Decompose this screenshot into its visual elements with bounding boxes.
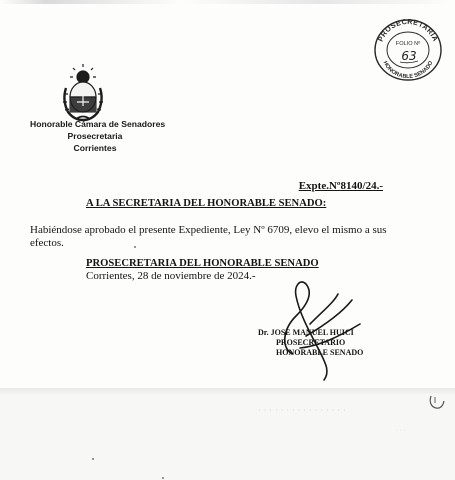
- signer-name: Dr. JOSE MANUEL HUICI: [258, 328, 354, 337]
- page-curl-icon: [428, 394, 446, 410]
- signer-title: PROSECRETARIO: [276, 338, 346, 347]
- org-name: Honorable Cámara de Senadores: [30, 119, 166, 129]
- next-page-area: [0, 394, 455, 480]
- scan-speck: [92, 458, 94, 460]
- file-reference: Expte.Nº8140/24.-: [298, 180, 383, 192]
- org-office: Prosecretaria: [67, 131, 123, 141]
- stamp-bottom-text: HONORABLE SENADO: [381, 60, 435, 81]
- stamp-top-text: PROSECRETARIA: [375, 16, 441, 43]
- date-line: Corrientes, 28 de noviembre de 2024.-: [86, 270, 256, 282]
- organization-header: [30, 118, 166, 154]
- body-paragraph: Habiéndose aprobado el presente Expediente, Ley Nº 6709, elevo el mismo a sus efectos.: [30, 224, 387, 249]
- org-city: Corrientes: [73, 143, 117, 153]
- stamp-folio-number: 63: [401, 49, 417, 63]
- scan-speck: [134, 246, 136, 248]
- svg-text:PROSECRETARIA: [376, 17, 441, 43]
- addressee-line: A LA SECRETARIA DEL HONORABLE SENADO:: [86, 198, 327, 209]
- office-name: PROSECRETARIA DEL HONORABLE SENADO: [86, 258, 319, 269]
- signer-institution: HONORABLE SENADO: [276, 348, 364, 357]
- bleed-through-text: · · · · · · · · · · · · · · · ·: [258, 406, 347, 415]
- signer-block: [258, 328, 363, 358]
- stamp-folio-label: FOLIO Nº: [395, 41, 421, 47]
- bleed-through-mark: · · ·: [396, 428, 405, 434]
- folio-stamp: [372, 16, 444, 82]
- coat-of-arms-icon: [60, 64, 106, 122]
- scan-edge-mark: [0, 0, 455, 4]
- scan-speck: [162, 477, 164, 479]
